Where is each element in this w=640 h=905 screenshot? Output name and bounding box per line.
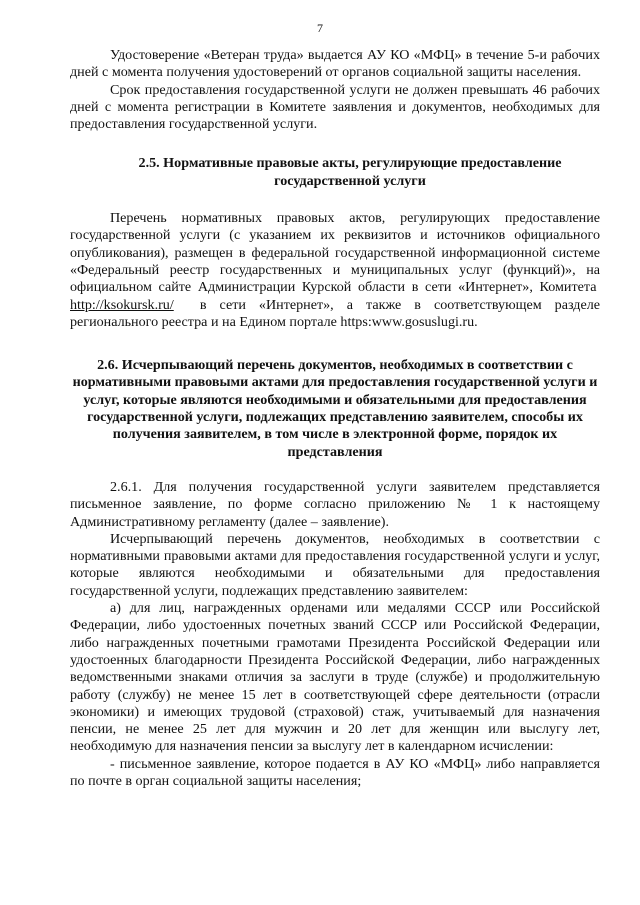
section-2-6-heading: 2.6. Исчерпывающий перечень документов, необходимых в соответствии с нормативными правовыми актами для предоставления государственной услуги и услуг, которые являются необходимыми и обязательными для предоставления государственной услуги, подлежащих представлению заявителем, способы их получения заявителем, в том числе в электронной форме, порядок их представления xyxy=(72,357,598,460)
section-2-5-text-after-link: в сети «Интернет», а также в соответствующем разделе регионального реестра и на Едином портале https:www.gosuslugi.ru. xyxy=(70,296,601,330)
intro-paragraph-2: Срок предоставления государственной услуги не должен превышать 46 рабочих дней с момента регистрации в Комитете заявления и документов, необходимых для предоставления государственной услуги. xyxy=(70,81,600,133)
intro-paragraph-1: Удостоверение «Ветеран труда» выдается АУ КО «МФЦ» в течение 5-и рабочих дней с момента получения удостоверений от органов социальной защиты населения. xyxy=(70,47,600,81)
page-number: 7 xyxy=(317,21,323,35)
section-2-6-1-paragraph: 2.6.1. Для получения государственной услуги заявителем представляется письменное заявление, по форме согласно приложению № 1 к настоящему Административному регламенту (далее – заявление). xyxy=(70,478,600,530)
section-2-5-text-before-link: Перечень нормативных правовых актов, регулирующих предоставление государственной услуги (с указанием их реквизитов и источников официального опубликования), размещен в федеральной государственной информационной системе «Федеральный реестр государственных и муниципальных услуг (функций)», на официальном сайте Администрации Курской области в сети «Интернет», Комитета xyxy=(70,210,600,296)
section-2-5-heading: 2.5. Нормативные правовые акты, регулирующие предоставление государственной услуги xyxy=(138,155,562,189)
item-a-paragraph: а) для лиц, награжденных орденами или медалями СССР или Российской Федерации, либо удостоенных почетных званий СССР или Российской Федерации, либо награжденных почетными грамотами Президента Российской Федерации или удостоенных благодарности Президента Российской Федерации, либо награжденных ведомственными знаками отличия за заслуги в труде (службе) и продолжительную работу (службу) не менее 15 лет в соответствующей сфере деятельности (отрасли экономики) и имеющих трудовой (страховой) стаж, учитываемый для назначения пенсии, не менее 25 лет для мужчин и 20 лет для женщин или выслугу лет, необходимую для назначения пенсии за выслугу лет в календарном исчислении: xyxy=(70,600,600,755)
section-2-5-paragraph xyxy=(70,210,600,331)
documents-list-intro: Исчерпывающий перечень документов, необходимых в соответствии с нормативными правовыми актами для предоставления государственной услуги и услуг, которые являются необходимыми и обязательными для предоставления государственной услуги, подлежащих представлению заявителем: xyxy=(70,530,600,599)
ksokursk-link[interactable]: http://ksokursk.ru/ xyxy=(70,296,174,313)
item-a-dash-paragraph: - письменное заявление, которое подается в АУ КО «МФЦ» либо направляется по почте в орган социальной защиты населения; xyxy=(70,755,600,789)
page-content xyxy=(70,47,600,790)
